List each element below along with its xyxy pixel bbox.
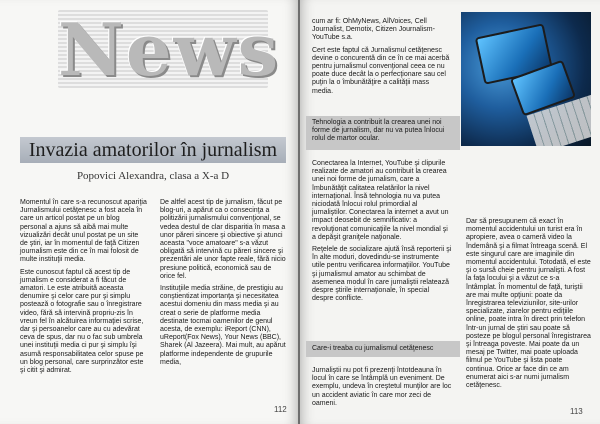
left-column-1 (20, 199, 148, 379)
paragraph: Cert este faptul că Jurnalismul cetăţenesc devine o concurentă din ce în ce mai acerbă pentru jurnalismul convenţional ceea ce nu poate duce decât la o perfecţionare sau cel puţin la o îmbunătăţire a calităţii mass media. (312, 46, 450, 95)
paragraph: Instituţiile media străine, de prestigiu au conştientizat importanţa şi necesitatea acestui domeniu din mass media şi au creat o serie de platforme media destinate tocmai oamenilor de genul acesta, de exemplu: iReport (CNN), uReport(Fox News), Your News (BBC), Sharek (Al Jazeera). Mai mult, au apărut platforme independente de grupurile media, (160, 285, 286, 366)
paragraph: Dar să presupunem că exact în momentul accidentului un turist era în apropiere, avea o cameră video la îndemână şi a filmat întreaga scenă. El este singurul care are imaginile din momentul accidentului. Totodată, el este şi o sursă cheie pentru jurnalişti. A fost la faţa locului şi a văzut ce s-a întâmplat. În momentul de faţă, turiştii are mai multe opţiuni: poate da înregistrarea televiziunilor, site-urilor specializate, ziarelor pentru ediţiile online, poate intra în direct prin telefon într-un jurnal de ştiri sau poate să posteze pe blogul personal înregistrarea şi întreaga poveste. Mai poate da un mesaj pe Twitter, mai poate uploada filmul pe YouTube şi lista poate continua. Orice ar face din ce am enumerat aici s-ar numi jurnalism cetăţenesc. (466, 218, 591, 390)
paragraph: Reţelele de socializare ajută însă reporterii şi în alte moduri, dovedindu-se instrumente utile pentru verificarea informaţiilor. YouTube şi jurnalismul amator au schimbat de asemenea modul în care jurnaliştii relatează despre ştirile internaţionale, în special despre conflicte. (312, 246, 452, 303)
left-column-2 (160, 199, 288, 371)
news-masthead-word: News (58, 7, 281, 92)
paragraph: De altfel acest tip de jurnalism, făcut pe blog-uri, a apărut ca o consecinţa a politizării jurnalismului convenţional, se vedea destul de clar disparitia în masa a unor păreri sincere şi obiective şi atunci aceasta "voce amatoare" s-a văzut obligată să intervină cu păreri sincere şi prezentări ale unor fapte reale, fără nicio presiune politică, economică sau de orice fel. (160, 199, 286, 280)
right-column-1-top (312, 18, 452, 100)
right-column-2 (466, 218, 592, 394)
right-column-1-bottom (312, 367, 452, 412)
article-title: Invazia amatorilor în jurnalism (28, 139, 278, 161)
article-author: Popovici Alexandra, clasa a X-a D (76, 170, 230, 182)
paragraph: cum ar fi: OhMyNews, AllVoices, Cell Journalist, Demotix, Citizen Journalism-YouTube s.a. (312, 18, 435, 42)
paragraph: Conectarea la Internet, YouTube şi clipurile realizate de amatori au contribuit la crearea unei noi forme de jurnalism, care a îmbunătăţit calitatea relatărilor la nivel internaţional. Însă tehnologia nu va putea niciodată înlocui rolul primordial al jurnaliştilor. Conectarea la internet a avut un impact deosebit de semnificativ: a revoluţionat comunicaţiile la nivel mondial şi a depăşit graniţele naţionale. (312, 160, 449, 241)
page-number-right: 113 (570, 407, 583, 416)
tablet-photo (461, 12, 591, 146)
left-page (0, 0, 298, 424)
paragraph: Este cunoscut faptul că acest tip de jurnalism e considerat a fi făcut de amatori. Le este atribuită aceasta denumire şi celor care pur şi simplu postează o fotografie sau o înregistrare video, fără să intervină propriu-zis în vreun fel în alcătuirea informaţiei scrise, dar şi persoanelor care au cu adevărat ceva de spus, dar nu o fac sub umbrela unei instituţii media ci pur şi simplu îşi asumă responsabilitatea celor spuse pe un blog personal, care surprinzător este şi citit şi admirat. (20, 268, 144, 375)
paragraph: Jurnaliştii nu pot fi prezenţi întotdeauna în locul în care se întâmplă un eveniment. De exemplu, undeva în creştetul munţilor are loc un accident aviatic în care mor zeci de oameni. (312, 367, 452, 407)
page-number-left: 112 (274, 405, 287, 414)
highlight-text-2: Care-i treaba cu jurnalismul cetăţenesc (312, 345, 434, 352)
paragraph: Momentul în care s-a recunoscut apariţia Jurnalismului cetăţenesc a fost acela în care un articol postat pe un blog personal a ajuns să aibă mai multe vizualizări decât unul postat pe un site de ştiri, iar în momentul de faţă Citizen journalism este din ce în mai folosit de multe instituţii media. (20, 199, 147, 264)
highlight-text-1: Tehnologia a contribuit la crearea unei noi forme de jurnalism, dar nu va putea înlocui rolul de martor ocular. (312, 119, 445, 143)
right-column-1-middle (312, 160, 452, 307)
news-masthead-image (58, 7, 281, 92)
